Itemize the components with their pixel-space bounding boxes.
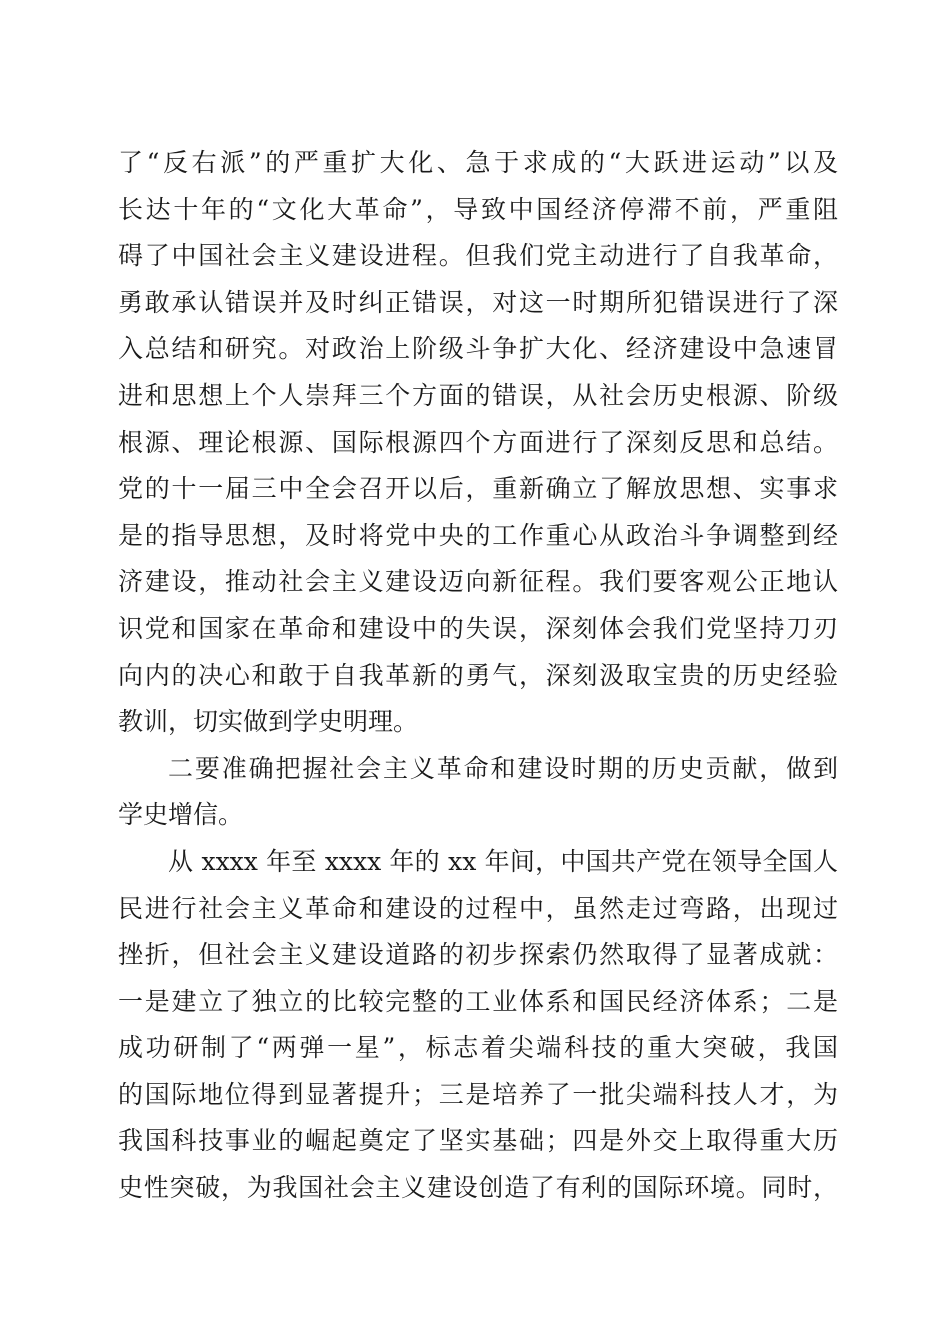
text-line: 向内的决心和敢于自我革新的勇气，深刻汲取宝贵的历史经验 [118,660,838,690]
text-line: 勇敢承认错误并及时纠正错误，对这一时期所犯错误进行了深 [118,287,838,317]
text-line: 一是建立了独立的比较完整的工业体系和国民经济体系；二是 [118,986,838,1016]
text-line: 根源、理论根源、国际根源四个方面进行了深刻反思和总结。 [118,427,838,457]
text-line: 碍了中国社会主义建设进程。但我们党主动进行了自我革命， [118,241,838,271]
text-line: 成功研制了“两弹一星”，标志着尖端科技的重大突破，我国 [118,1033,838,1063]
text-line: 入总结和研究。对政治上阶级斗争扩大化、经济建设中急速冒 [118,334,838,364]
text-line: 教训，切实做到学史明理。 [118,707,419,737]
text-line: 民进行社会主义革命和建设的过程中，虽然走过弯路，出现过 [118,893,838,923]
section-heading-line: 二要准确把握社会主义革命和建设时期的历史贡献，做到 [168,753,838,783]
text-line: 我国科技事业的崛起奠定了坚实基础；四是外交上取得重大历 [118,1126,838,1156]
text-line: 挫折，但社会主义建设道路的初步探索仍然取得了显著成就： [118,940,838,970]
text-line: 史性突破，为我国社会主义建设创造了有利的国际环境。同时， [118,1173,838,1203]
text-line: 的国际地位得到显著提升；三是培养了一批尖端科技人才，为 [118,1079,838,1109]
text-line: 济建设，推动社会主义建设迈向新征程。我们要客观公正地认 [118,567,838,597]
text-line: 进和思想上个人崇拜三个方面的错误，从社会历史根源、阶级 [118,380,838,410]
text-line: 长达十年的“文化大革命”，导致中国经济停滞不前，严重阻 [118,194,838,224]
section-heading-line: 学史增信。 [118,800,244,830]
text-line: 了“反右派”的严重扩大化、急于求成的“大跃进运动”以及 [118,148,838,177]
paragraph-body-1 [118,140,838,1212]
text-line: 识党和国家在革命和建设中的失误，深刻体会我们党坚持刀刃 [118,613,838,643]
text-line: 党的十一届三中全会召开以后，重新确立了解放思想、实事求 [118,474,838,504]
text-line: 是的指导思想，及时将党中央的工作重心从政治斗争调整到经 [118,520,838,550]
text-line: 从 xxxx 年至 xxxx 年的 xx 年间，中国共产党在领导全国人 [168,846,838,876]
